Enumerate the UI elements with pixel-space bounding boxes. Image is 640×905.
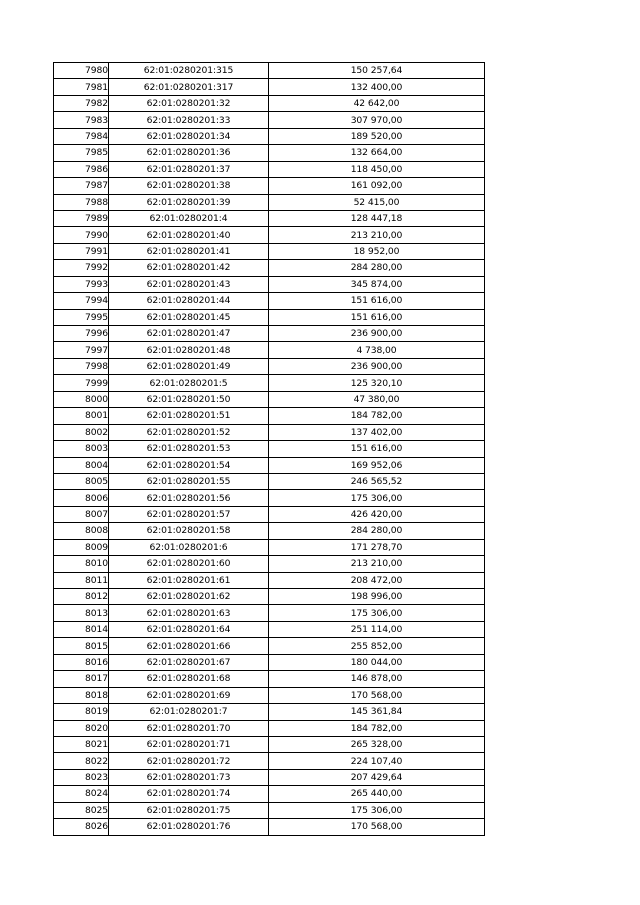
row-number-cell: 8020 [54, 720, 109, 736]
row-number-cell: 7981 [54, 79, 109, 95]
cadastral-value-cell: 255 852,00 [269, 638, 485, 654]
table-row [54, 408, 485, 424]
cadastral-number-cell: 62:01:0280201:51 [109, 408, 269, 424]
cadastral-number-cell: 62:01:0280201:4 [109, 210, 269, 226]
row-number-cell: 8009 [54, 539, 109, 555]
table-row [54, 375, 485, 391]
row-number-cell: 8024 [54, 786, 109, 802]
cadastral-value-cell: 207 429,64 [269, 769, 485, 785]
table-row [54, 227, 485, 243]
table-row [54, 802, 485, 818]
row-number-cell: 8017 [54, 671, 109, 687]
row-number-cell: 8016 [54, 654, 109, 670]
cadastral-number-cell: 62:01:0280201:41 [109, 243, 269, 259]
cadastral-value-cell: 184 782,00 [269, 720, 485, 736]
row-number-cell: 8019 [54, 704, 109, 720]
cadastral-value-cell: 184 782,00 [269, 408, 485, 424]
cadastral-number-cell: 62:01:0280201:32 [109, 95, 269, 111]
row-number-cell: 8021 [54, 736, 109, 752]
table-body [54, 63, 485, 836]
table-row [54, 819, 485, 835]
cadastral-number-cell: 62:01:0280201:76 [109, 819, 269, 835]
row-number-cell: 8008 [54, 523, 109, 539]
row-number-cell: 8022 [54, 753, 109, 769]
cadastral-value-cell: 345 874,00 [269, 276, 485, 292]
row-number-cell: 7991 [54, 243, 109, 259]
table-row [54, 572, 485, 588]
cadastral-value-cell: 236 900,00 [269, 358, 485, 374]
cadastral-value-cell: 171 278,70 [269, 539, 485, 555]
table-row [54, 769, 485, 785]
table-row [54, 194, 485, 210]
cadastral-number-cell: 62:01:0280201:57 [109, 506, 269, 522]
row-number-cell: 7992 [54, 260, 109, 276]
cadastral-number-cell: 62:01:0280201:52 [109, 424, 269, 440]
row-number-cell: 8011 [54, 572, 109, 588]
table-row [54, 161, 485, 177]
cadastral-value-cell: 284 280,00 [269, 523, 485, 539]
cadastral-value-cell: 189 520,00 [269, 128, 485, 144]
row-number-cell: 8000 [54, 391, 109, 407]
cadastral-number-cell: 62:01:0280201:70 [109, 720, 269, 736]
cadastral-number-cell: 62:01:0280201:7 [109, 704, 269, 720]
row-number-cell: 7989 [54, 210, 109, 226]
table-row [54, 95, 485, 111]
row-number-cell: 7996 [54, 326, 109, 342]
cadastral-number-cell: 62:01:0280201:43 [109, 276, 269, 292]
cadastral-value-cell: 169 952,06 [269, 457, 485, 473]
cadastral-number-cell: 62:01:0280201:62 [109, 589, 269, 605]
row-number-cell: 8007 [54, 506, 109, 522]
cadastral-number-cell: 62:01:0280201:73 [109, 769, 269, 785]
row-number-cell: 7988 [54, 194, 109, 210]
cadastral-value-cell: 265 328,00 [269, 736, 485, 752]
table-row [54, 704, 485, 720]
cadastral-value-cell: 132 664,00 [269, 145, 485, 161]
cadastral-value-cell: 426 420,00 [269, 506, 485, 522]
row-number-cell: 7982 [54, 95, 109, 111]
table-row [54, 326, 485, 342]
cadastral-number-cell: 62:01:0280201:38 [109, 178, 269, 194]
cadastral-value-cell: 265 440,00 [269, 786, 485, 802]
cadastral-number-cell: 62:01:0280201:317 [109, 79, 269, 95]
table-row [54, 605, 485, 621]
row-number-cell: 8006 [54, 490, 109, 506]
cadastral-value-cell: 175 306,00 [269, 490, 485, 506]
table-row [54, 523, 485, 539]
cadastral-number-cell: 62:01:0280201:55 [109, 473, 269, 489]
cadastral-number-cell: 62:01:0280201:54 [109, 457, 269, 473]
cadastral-value-cell: 224 107,40 [269, 753, 485, 769]
table-row [54, 621, 485, 637]
table-row [54, 112, 485, 128]
cadastral-number-cell: 62:01:0280201:56 [109, 490, 269, 506]
table-row [54, 490, 485, 506]
row-number-cell: 8012 [54, 589, 109, 605]
cadastral-value-cell: 47 380,00 [269, 391, 485, 407]
cadastral-number-cell: 62:01:0280201:68 [109, 671, 269, 687]
cadastral-number-cell: 62:01:0280201:36 [109, 145, 269, 161]
table-row [54, 128, 485, 144]
row-number-cell: 7987 [54, 178, 109, 194]
row-number-cell: 8015 [54, 638, 109, 654]
cadastral-value-cell: 161 092,00 [269, 178, 485, 194]
cadastral-value-cell: 175 306,00 [269, 605, 485, 621]
cadastral-number-cell: 62:01:0280201:44 [109, 293, 269, 309]
row-number-cell: 7993 [54, 276, 109, 292]
cadastral-value-cell: 128 447,18 [269, 210, 485, 226]
cadastral-value-cell: 52 415,00 [269, 194, 485, 210]
row-number-cell: 7990 [54, 227, 109, 243]
table-row [54, 556, 485, 572]
cadastral-value-cell: 151 616,00 [269, 293, 485, 309]
cadastral-value-cell: 132 400,00 [269, 79, 485, 95]
cadastral-value-cell: 307 970,00 [269, 112, 485, 128]
table-row [54, 342, 485, 358]
row-number-cell: 7995 [54, 309, 109, 325]
cadastral-value-cell: 175 306,00 [269, 802, 485, 818]
row-number-cell: 8025 [54, 802, 109, 818]
cadastral-number-cell: 62:01:0280201:5 [109, 375, 269, 391]
table-row [54, 671, 485, 687]
table-row [54, 145, 485, 161]
table-row [54, 539, 485, 555]
table-row [54, 457, 485, 473]
table-row [54, 638, 485, 654]
cadastral-value-cell: 236 900,00 [269, 326, 485, 342]
cadastral-value-cell: 151 616,00 [269, 441, 485, 457]
row-number-cell: 8003 [54, 441, 109, 457]
cadastral-number-cell: 62:01:0280201:34 [109, 128, 269, 144]
cadastral-number-cell: 62:01:0280201:66 [109, 638, 269, 654]
cadastral-value-cell: 251 114,00 [269, 621, 485, 637]
row-number-cell: 8001 [54, 408, 109, 424]
cadastral-value-cell: 180 044,00 [269, 654, 485, 670]
table-row [54, 260, 485, 276]
table-row [54, 753, 485, 769]
table-row [54, 589, 485, 605]
cadastral-value-cell: 125 320,10 [269, 375, 485, 391]
table-row [54, 79, 485, 95]
cadastral-number-cell: 62:01:0280201:74 [109, 786, 269, 802]
table-row [54, 441, 485, 457]
row-number-cell: 8023 [54, 769, 109, 785]
cadastral-number-cell: 62:01:0280201:71 [109, 736, 269, 752]
table-row [54, 293, 485, 309]
cadastral-number-cell: 62:01:0280201:42 [109, 260, 269, 276]
cadastral-number-cell: 62:01:0280201:37 [109, 161, 269, 177]
row-number-cell: 8026 [54, 819, 109, 835]
cadastral-value-cell: 284 280,00 [269, 260, 485, 276]
cadastral-number-cell: 62:01:0280201:53 [109, 441, 269, 457]
table-row [54, 243, 485, 259]
cadastral-number-cell: 62:01:0280201:60 [109, 556, 269, 572]
cadastral-value-cell: 18 952,00 [269, 243, 485, 259]
row-number-cell: 7999 [54, 375, 109, 391]
table-row [54, 391, 485, 407]
cadastral-number-cell: 62:01:0280201:40 [109, 227, 269, 243]
cadastral-value-cell: 208 472,00 [269, 572, 485, 588]
cadastral-value-cell: 213 210,00 [269, 227, 485, 243]
cadastral-value-cell: 198 996,00 [269, 589, 485, 605]
cadastral-value-table [53, 62, 485, 836]
row-number-cell: 7980 [54, 63, 109, 79]
cadastral-value-cell: 151 616,00 [269, 309, 485, 325]
row-number-cell: 8014 [54, 621, 109, 637]
cadastral-value-cell: 42 642,00 [269, 95, 485, 111]
table-row [54, 178, 485, 194]
row-number-cell: 8002 [54, 424, 109, 440]
table-row [54, 786, 485, 802]
cadastral-number-cell: 62:01:0280201:45 [109, 309, 269, 325]
cadastral-number-cell: 62:01:0280201:67 [109, 654, 269, 670]
cadastral-number-cell: 62:01:0280201:48 [109, 342, 269, 358]
cadastral-number-cell: 62:01:0280201:315 [109, 63, 269, 79]
cadastral-number-cell: 62:01:0280201:39 [109, 194, 269, 210]
cadastral-number-cell: 62:01:0280201:64 [109, 621, 269, 637]
cadastral-number-cell: 62:01:0280201:75 [109, 802, 269, 818]
table-row [54, 358, 485, 374]
table-row [54, 276, 485, 292]
cadastral-value-cell: 170 568,00 [269, 687, 485, 703]
cadastral-number-cell: 62:01:0280201:49 [109, 358, 269, 374]
row-number-cell: 8018 [54, 687, 109, 703]
cadastral-number-cell: 62:01:0280201:47 [109, 326, 269, 342]
table-row [54, 309, 485, 325]
row-number-cell: 8004 [54, 457, 109, 473]
cadastral-number-cell: 62:01:0280201:6 [109, 539, 269, 555]
row-number-cell: 7998 [54, 358, 109, 374]
table-row [54, 506, 485, 522]
cadastral-value-cell: 137 402,00 [269, 424, 485, 440]
table-row [54, 736, 485, 752]
cadastral-number-cell: 62:01:0280201:58 [109, 523, 269, 539]
cadastral-value-cell: 170 568,00 [269, 819, 485, 835]
row-number-cell: 8010 [54, 556, 109, 572]
row-number-cell: 8005 [54, 473, 109, 489]
cadastral-value-cell: 246 565,52 [269, 473, 485, 489]
row-number-cell: 7985 [54, 145, 109, 161]
table-row [54, 424, 485, 440]
cadastral-value-cell: 150 257,64 [269, 63, 485, 79]
row-number-cell: 7997 [54, 342, 109, 358]
cadastral-number-cell: 62:01:0280201:63 [109, 605, 269, 621]
cadastral-value-cell: 145 361,84 [269, 704, 485, 720]
cadastral-number-cell: 62:01:0280201:72 [109, 753, 269, 769]
row-number-cell: 7986 [54, 161, 109, 177]
table-row [54, 654, 485, 670]
cadastral-number-cell: 62:01:0280201:61 [109, 572, 269, 588]
cadastral-value-cell: 213 210,00 [269, 556, 485, 572]
table-row [54, 210, 485, 226]
row-number-cell: 7983 [54, 112, 109, 128]
table-row [54, 473, 485, 489]
cadastral-value-cell: 4 738,00 [269, 342, 485, 358]
cadastral-number-cell: 62:01:0280201:33 [109, 112, 269, 128]
row-number-cell: 7994 [54, 293, 109, 309]
cadastral-number-cell: 62:01:0280201:50 [109, 391, 269, 407]
row-number-cell: 8013 [54, 605, 109, 621]
cadastral-value-cell: 146 878,00 [269, 671, 485, 687]
table-row [54, 687, 485, 703]
cadastral-value-cell: 118 450,00 [269, 161, 485, 177]
table-row [54, 720, 485, 736]
table-row [54, 63, 485, 79]
row-number-cell: 7984 [54, 128, 109, 144]
cadastral-number-cell: 62:01:0280201:69 [109, 687, 269, 703]
